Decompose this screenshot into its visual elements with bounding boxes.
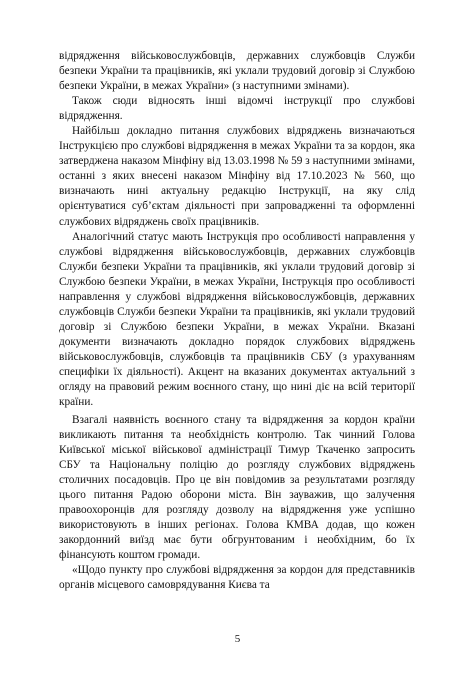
- page-number: 5: [234, 633, 241, 645]
- paragraph-4: Аналогічний статус мають Інструкція про особливості направлення у службові відрядження військовослужбовців, державних службовців Служби безпеки України та працівників, які уклали трудовий договір зі Службою безпеки України, в межах України, Інструкція про особливості направлення у службові відрядження військовослужбовців, державних службовців Служби безпеки України та працівників, які уклали трудовий договір зі Службою безпеки України, в межах України. Вказані документи визначають докладно порядок службових відряджень військовослужбовців, службовців та працівників СБУ (з урахуванням специфіки їх діяльності). Акцент на вказаних документах актуальний з огляду на правовий режим воєнного стану, що нині діє на всій території країни.: [59, 230, 415, 409]
- paragraph-2: Також сюди відносять інші відомчі інструкції про службові відрядження.: [59, 95, 415, 123]
- paragraph-1: відрядження військовослужбовців, державних службовців Служби безпеки України та працівників, які уклали трудовий договір зі Службою безпеки України, в межах України» (з наступними змінами).: [59, 50, 415, 93]
- paragraph-6: «Щодо пункту про службові відрядження за кордон для представників органів місцевого самоврядування Києва та: [59, 564, 415, 592]
- paragraph-3: Найбільш докладно питання службових відряджень визначаються Інструкцією про службові відрядження в межах України та за кордон, яка затверджена наказом Мінфіну від 13.03.1998 № 59 з наступними змінами, останні з яких внесені наказом Мінфіну від 17.10.2023 № 560, що визначають нині актуальну редакцію Інструкції, на яку слід орієнтуватися суб’єктам діяльності при запровадженні та оформленні службових відряджень своїх працівників.: [59, 125, 415, 228]
- paragraph-5: Взагалі наявність воєнного стану та відрядження за кордон країни викликають питання та необхідність контролю. Так чинний Голова Київської міської військової адміністрації Тимур Ткаченко запросить СБУ та Національну поліцію до розгляду службових відряджень столичних посадовців. Про це він повідомив за результатами розгляду цього питання Радою оборони міста. Він зауважив, що залучення правоохоронців для розгляду дозволу на відрядження уже успішно використовують в інших регіонах. Голова КМВА додав, що кожен закордонний виїзд має бути обгрунтованим і необхідним, бо їх фінансують коштом громади.: [59, 413, 415, 562]
